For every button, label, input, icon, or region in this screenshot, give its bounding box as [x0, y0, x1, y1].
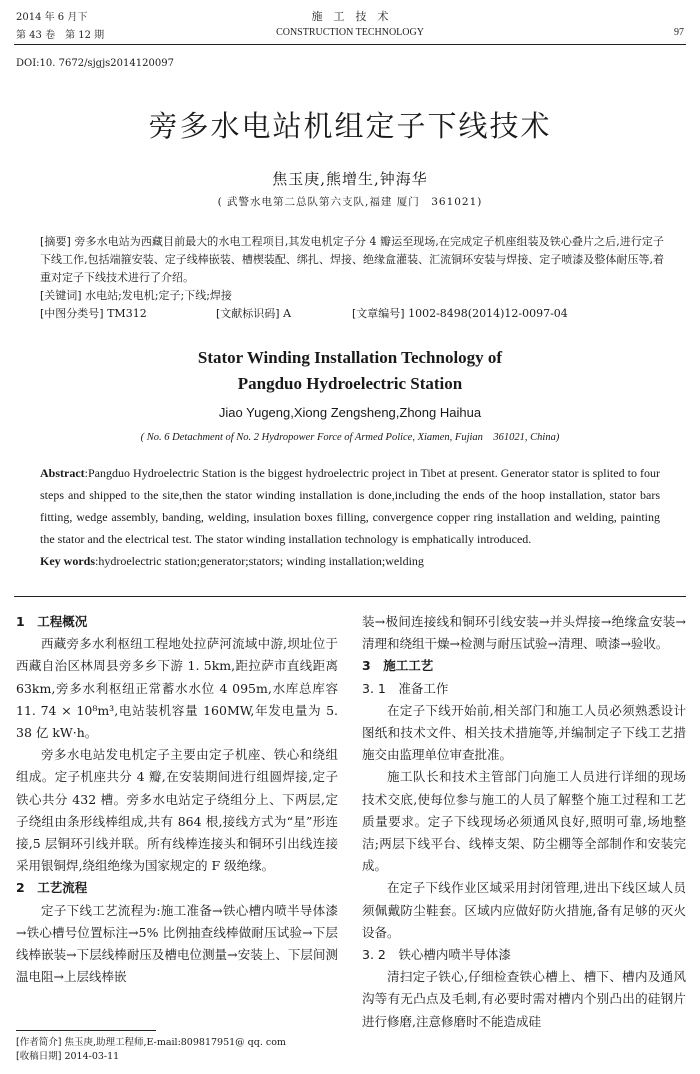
doi: DOI:10. 7672/sjgjs2014120097: [16, 58, 174, 69]
clc-field: [40, 305, 147, 323]
volume-issue: 第 43 卷 第 12 期: [16, 30, 105, 41]
article-no-field: [352, 305, 568, 323]
keywords-text: 水电站;发电机;定子;下线;焊接: [85, 289, 232, 302]
body-left-column: [16, 611, 338, 988]
footnote-date-line: [16, 1050, 286, 1064]
section-3-1-paragraph-3: 在定子下线作业区域采用封闭管理,进出下线区域人员须佩戴防尘鞋套。区域内应做好防火措施,备有足够的灭火设备。: [362, 880, 686, 940]
clc-value: TM312: [107, 307, 147, 320]
english-abstract-label: Abstract: [40, 466, 85, 480]
abstract-cn-body: [40, 233, 664, 287]
section-3-heading: 3 施工工艺: [362, 658, 434, 674]
english-keywords-text: :hydroelectric station;generator;stators; winding installation;welding: [95, 554, 424, 568]
doc-code-value: A: [283, 307, 292, 320]
article-no-label: [文章编号]: [352, 307, 405, 320]
section-2-heading: 2 工艺流程: [16, 880, 88, 896]
affiliation: ( 武警水电第二总队第六支队,福建 厦门 361021): [217, 196, 483, 208]
footnote-author-line: [16, 1036, 286, 1050]
section-3-1-paragraph-1: 在定子下线开始前,相关部门和施工人员必须熟悉设计图纸和技术文件、相关技术措施等,并编制定子下线工艺措施交由监理单位审查批准。: [362, 702, 686, 763]
footnote-date-text: 2014-03-11: [64, 1051, 120, 1062]
abstract-label: [摘要]: [40, 235, 71, 248]
english-title-line2: Pangduo Hydroelectric Station: [237, 374, 463, 393]
english-authors: Jiao Yugeng,Xiong Zengsheng,Zhong Haihua: [218, 405, 482, 420]
section-3-2-paragraph-1: 清扫定子铁心,仔细检查铁心槽上、槽下、槽内及通风沟等有无凸点及毛刺,有必要时需对槽内个别凸出的硅钢片进行修磨,注意修磨时不能造成硅: [362, 969, 686, 1029]
english-affiliation: ( No. 6 Detachment of No. 2 Hydropower Force of Armed Police, Xiamen, Fujian 361021, China): [140, 432, 560, 443]
abstract-text: 旁多水电站为西藏目前最大的水电工程项目,其发电机定子分 4 瓣运至现场,在完成定子机座组装及铁心叠片之后,进行定子下线工作,包括端箍安装、定子线棒嵌装、槽楔装配、绑扎、焊接、绝缘盒灌装、汇流铜环安装与焊接、定子喷漆及整体耐压等,着重对定子下线技术进行了介绍。: [40, 235, 664, 284]
section-2-continuation: 装→极间连接线和铜环引线安装→并头焊接→绝缘盒安装→清理和绕组干燥→检测与耐压试验→清理、喷漆→验收。: [362, 614, 686, 652]
section-3-2-heading: 3. 2 铁心槽内喷半导体漆: [362, 947, 511, 963]
section-3-1-paragraph-2: 施工队长和技术主管部门向施工人员进行详细的现场技术交底,使每位参与施工的人员了解整个施工过程和工艺质量要求。定子下线现场必须通风良好,照明可靠,场地整洁;两层下线平台、线棒支架、防尘棚等全部制作和安装完成。: [362, 769, 686, 874]
clc-label: [中图分类号]: [40, 307, 104, 320]
english-keywords-label: Key words: [40, 554, 95, 568]
keywords-line: [40, 287, 664, 305]
journal-name-en: CONSTRUCTION TECHNOLOGY: [276, 27, 424, 38]
section-1-paragraph-2: 旁多水电站发电机定子主要由定子机座、铁心和绕组组成。定子机座共分 4 瓣,在安装期间进行组圆焊接,定子铁心共分 432 槽。旁多水电站定子绕组分上、下两层,定子绕组由条形线棒组成,共有 864 根,接线方式为“星”形连接,5 层铜环引线并联。所有线棒连接头和铜环引出线连接采用银铜焊,绕组绝缘为国家规定的 F 级绝缘。: [16, 747, 338, 874]
section-1-heading: 1 工程概况: [16, 614, 88, 629]
english-keywords-line: [40, 550, 660, 572]
body-right-column: [362, 611, 686, 1033]
doc-code-field: [216, 305, 291, 323]
classification-line: [40, 305, 664, 323]
abstract-cn: [40, 233, 664, 323]
journal-name-cn: 施 工 技 术: [311, 10, 389, 23]
authors: 焦玉庚,熊增生,钟海华: [272, 170, 428, 188]
english-abstract-text: :Pangduo Hydroelectric Station is the biggest hydroelectric project in Tibet at present. Generator stator is splited to four steps and shipped to the site,then the stator winding installation is done,including the ends of the hoop installation, stator bars fitting, wedge assembly, banding, welding, insulation boxes filling, convergence copper ring installation and welding, painting the stator and the electrical test. The stator winding installation technology is emphatically introduced.: [40, 466, 660, 546]
header-rule: [14, 44, 686, 45]
section-1-paragraph-1: 西藏旁多水利枢纽工程地处拉萨河流域中游,坝址位于西藏自治区林周县旁多乡下游 1. 5km,距拉萨市直线距离 63km,旁多水利枢纽正常蓄水水位 4 095m,水库总库容 11. 74 × 10⁸m³,电站装机容量 160MW,年发电量为 5. 38 亿 kW·h。: [16, 636, 338, 741]
page-number: 97: [674, 27, 684, 38]
footnote-author-label: [作者简介]: [16, 1037, 62, 1048]
english-title-line1: Stator Winding Installation Technology of: [197, 348, 503, 367]
footnote: [16, 1036, 286, 1064]
section-2-paragraph-1: 定子下线工艺流程为:施工准备→铁心槽内喷半导体漆→铁心槽号位置标注→5% 比例抽查线棒做耐压试验→下层线棒嵌装→下层线棒耐压及槽电位测量→安装上、下层间测温电阻→上层线棒嵌: [16, 902, 338, 985]
article-no-value: 1002-8498(2014)12-0097-04: [408, 307, 568, 320]
english-title: [0, 345, 700, 397]
doc-code-label: [文献标识码]: [216, 307, 280, 320]
english-abstract: [40, 462, 660, 572]
english-abstract-body: [40, 462, 660, 550]
section-3-1-heading: 3. 1 准备工作: [362, 680, 449, 696]
section-rule: [14, 596, 686, 597]
footnote-rule: [16, 1030, 156, 1031]
issue-date: 2014 年 6 月下: [16, 12, 88, 23]
page-title: 旁多水电站机组定子下线技术: [148, 109, 552, 143]
footnote-author-text: 焦玉庚,助理工程师,E-mail:809817951@ qq. com: [64, 1037, 286, 1048]
footnote-date-label: [收稿日期]: [16, 1051, 62, 1062]
keywords-label: [关键词]: [40, 289, 82, 302]
